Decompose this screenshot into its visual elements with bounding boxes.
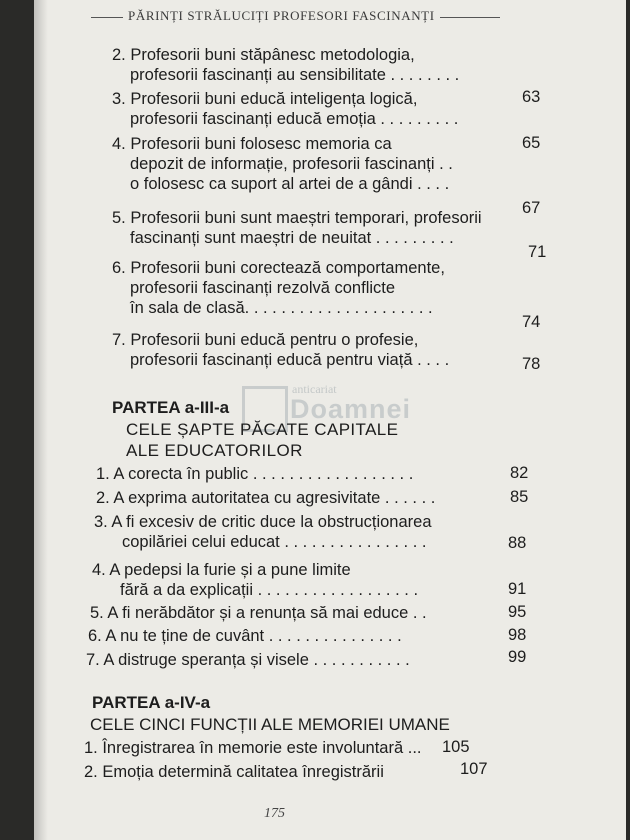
- toc-entry-line: profesorii fascinanți educă emoția . . . . . . . . .: [130, 110, 459, 128]
- toc-entry-line: 4. Profesorii buni folosesc memoria ca: [112, 135, 392, 153]
- toc-page-number: 65: [522, 134, 541, 152]
- toc-entry: [86, 650, 410, 670]
- section-subtitle: CELE CINCI FUNCȚII ALE MEMORIEI UMANE: [90, 715, 450, 734]
- toc-page-number: 105: [442, 738, 470, 756]
- toc-entry: [112, 208, 482, 248]
- toc-entry: [112, 134, 453, 194]
- toc-entry: [92, 560, 418, 600]
- toc-page-number: 99: [508, 648, 527, 666]
- binding-shadow: [34, 0, 48, 840]
- toc-entry: [112, 258, 445, 318]
- toc-entry-line: fascinanți sunt maeștri de neuitat . . . . . . . . .: [130, 229, 454, 247]
- toc-page-number: 82: [510, 464, 529, 482]
- book-page: [34, 0, 626, 840]
- toc-entry: [90, 603, 427, 623]
- toc-entry-line: copilăriei celui educat . . . . . . . . . . . . . . . .: [122, 533, 427, 551]
- toc-page-number: 88: [508, 534, 527, 552]
- toc-entry-line: 7. A distruge speranța și visele . . . . . . . . . . .: [86, 651, 410, 669]
- toc-entry: [88, 626, 402, 646]
- toc-entry: [112, 330, 449, 370]
- toc-entry-line: profesorii fascinanți educă pentru viață . . . .: [130, 351, 450, 369]
- toc-entry: [84, 762, 384, 782]
- toc-entry-line: 2. A exprima autoritatea cu agresivitate . . . . . .: [96, 489, 436, 507]
- toc-page-number: 91: [508, 580, 527, 598]
- toc-entry: [96, 488, 435, 508]
- toc-page-number: 95: [508, 603, 527, 621]
- section-subtitle: ALE EDUCATORILOR: [126, 441, 303, 460]
- toc-page-number: 67: [522, 199, 541, 217]
- toc-entry-line: 4. A pedepsi la furie și a pune limite: [92, 561, 351, 579]
- toc-entry-line: profesorii fascinanți au sensibilitate . . . . . . . .: [130, 66, 460, 84]
- toc-entry: [112, 45, 459, 85]
- toc-entry: [112, 89, 458, 129]
- running-header: [86, 8, 556, 24]
- toc-entry-line: 7. Profesorii buni educă pentru o profesie,: [112, 331, 419, 349]
- footer-page-number: 175: [264, 806, 285, 821]
- toc-entry-line: 5. Profesorii buni sunt maeștri temporari, profesorii: [112, 209, 482, 227]
- toc-entry-line: 1. Înregistrarea în memorie este involuntară ...: [84, 739, 422, 757]
- toc-page-number: 71: [528, 243, 547, 261]
- toc-entry-line: 1. A corecta în public . . . . . . . . . . . . . . . . . .: [96, 465, 414, 483]
- toc-entry-line: 3. A fi excesiv de critic duce la obstrucționarea: [94, 513, 432, 531]
- toc-entry-line: 6. Profesorii buni corectează comportamente,: [112, 259, 445, 277]
- toc-entry-line: 2. Profesorii buni stăpânesc metodologia,: [112, 46, 415, 64]
- toc-entry-line: depozit de informație, profesorii fascinanți . .: [130, 155, 453, 173]
- toc-entry: [96, 464, 413, 484]
- toc-entry-line: în sala de clasă. . . . . . . . . . . . . . . . . . . . .: [130, 299, 433, 317]
- toc-page-number: 63: [522, 88, 541, 106]
- toc-page-number: 74: [522, 313, 541, 331]
- header-rule-right: [440, 17, 500, 18]
- toc-page-number: 78: [522, 355, 541, 373]
- toc-page-number: 98: [508, 626, 527, 644]
- toc-page-number: 85: [510, 488, 529, 506]
- toc-entry: [94, 512, 432, 552]
- toc-entry-line: 3. Profesorii buni educă inteligența logică,: [112, 90, 418, 108]
- toc-entry-line: fără a da explicații . . . . . . . . . . . . . . . . . .: [120, 581, 419, 599]
- header-rule-left: [91, 17, 123, 18]
- toc-entry-line: 2. Emoția determină calitatea înregistrării: [84, 763, 384, 781]
- toc-entry-line: o folosesc ca suport al artei de a gândi . . . .: [130, 175, 450, 193]
- section-title: PARTEA a-III-a: [112, 398, 230, 417]
- section-title: PARTEA a-IV-a: [92, 693, 211, 712]
- toc-entry-line: 5. A fi nerăbdător și a renunța să mai educe . .: [90, 604, 427, 622]
- toc-entry-line: profesorii fascinanți rezolvă conflicte: [130, 279, 396, 297]
- watermark-small-text: anticariat: [292, 382, 337, 396]
- toc-entry-line: 6. A nu te ține de cuvânt . . . . . . . . . . . . . . .: [88, 627, 402, 645]
- toc-entry: [84, 738, 422, 758]
- watermark-big-text: Doamnei: [290, 394, 412, 424]
- toc-page-number: 107: [460, 760, 488, 778]
- running-title: PĂRINȚI STRĂLUCIȚI PROFESORI FASCINANȚI: [128, 8, 435, 23]
- section-subtitle: CELE ȘAPTE PĂCATE CAPITALE: [126, 420, 399, 439]
